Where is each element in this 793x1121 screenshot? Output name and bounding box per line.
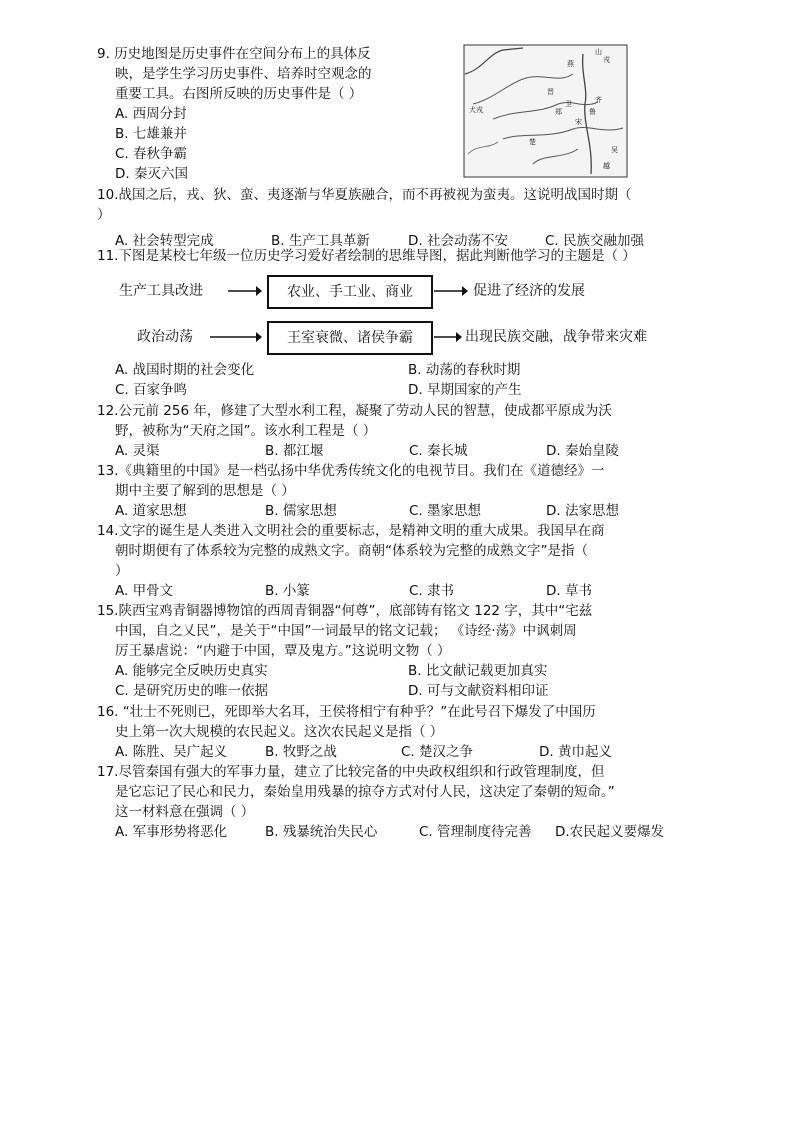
question-15-line-1: 15.陕西宝鸡青铜器博物馆的西周青铜器“何尊”，底部铸有铭文 122 字，其中“宅兹 (97, 603, 593, 619)
question-15-option-b[interactable]: B. 比文献记载更加真实 (408, 663, 548, 679)
question-9-option-c[interactable]: C. 春秋争霸 (115, 146, 188, 162)
mind-map-row2-left: 政治动荡 (137, 329, 193, 345)
question-10-option-c[interactable]: C. 民族交融加强 (545, 233, 645, 249)
question-11 (97, 246, 697, 266)
arrow-icon (228, 285, 262, 297)
question-15 (97, 601, 697, 701)
question-17-line-2: 是它忘记了民心和民力，秦始皇用残暴的掠夺方式对付人民，这决定了秦朝的短命。” (115, 784, 615, 800)
map-label-9: 吴 (611, 146, 618, 154)
question-15-option-d[interactable]: D. 可与文献资料相印证 (408, 683, 549, 699)
arrow-icon (434, 331, 462, 343)
question-17-option-b[interactable]: B. 残暴统治失民心 (265, 824, 378, 840)
mind-map-diagram (97, 272, 697, 358)
question-13-option-c[interactable]: C. 墨家思想 (409, 503, 482, 519)
question-14-option-a[interactable]: A. 甲骨文 (115, 583, 174, 599)
question-12 (97, 401, 697, 461)
question-9-option-d[interactable]: D. 秦灭六国 (115, 166, 188, 182)
question-13 (97, 461, 697, 521)
historical-map-image (463, 44, 628, 178)
question-12-option-d[interactable]: D. 秦始皇陵 (546, 443, 619, 459)
question-13-option-a[interactable]: A. 道家思想 (115, 503, 187, 519)
question-15-option-c[interactable]: C. 是研究历史的唯一依据 (115, 683, 269, 699)
map-label-8: 楚 (529, 138, 536, 146)
map-label-7: 宋 (575, 118, 582, 126)
question-17 (97, 762, 697, 842)
question-13-line-1: 13.《典籍里的中国》是一档弘扬中华优秀传统文化的电视节目。我们在《道德经》一 (97, 463, 605, 479)
question-13-option-d[interactable]: D. 法家思想 (546, 503, 619, 519)
question-14-option-b[interactable]: B. 小篆 (265, 583, 310, 599)
map-label-12: 卫 (565, 100, 572, 108)
map-label-3: 燕 (567, 60, 574, 68)
question-10-line-1: 10.战国之后，戎、狄、蛮、夷逐渐与华夏族融合，而不再被视为蛮夷。这说明战国时期（ (97, 187, 632, 203)
question-14-option-d[interactable]: D. 草书 (546, 583, 592, 599)
question-10-option-d[interactable]: D. 社会动荡不安 (408, 233, 508, 249)
question-9-option-a[interactable]: A. 西周分封 (115, 106, 187, 122)
question-16-line-2: 史上第一次大规模的农民起义。这次农民起义是指（ ） (115, 724, 444, 740)
mind-map-row1-left: 生产工具改进 (119, 283, 203, 299)
question-11-option-d[interactable]: D. 早期国家的产生 (408, 382, 522, 398)
map-label-5: 齐 (595, 96, 602, 104)
question-12-option-b[interactable]: B. 都江堰 (265, 443, 324, 459)
question-14-line-2: 朝时期便有了体系较为完整的成熟文字。商朝“体系较为完整的成熟文字”是指（ (115, 543, 588, 559)
question-15-option-a[interactable]: A. 能够完全反映历史真实 (115, 663, 268, 679)
map-label-11: 郑 (555, 108, 562, 116)
question-17-line-1: 17.尽管秦国有强大的军事力量，建立了比较完备的中央政权组织和行政管理制度，但 (97, 764, 605, 780)
map-label-10: 越 (603, 162, 610, 170)
question-16-option-a[interactable]: A. 陈胜、吴广起义 (115, 744, 228, 760)
question-14-option-c[interactable]: C. 隶书 (409, 583, 455, 599)
question-17-option-c[interactable]: C. 管理制度待完善 (419, 824, 532, 840)
question-14-line-1: 14.文字的诞生是人类进入文明社会的重要标志，是精神文明的重大成果。我国早在商 (97, 523, 605, 539)
map-label-1: 山 (595, 48, 602, 56)
question-17-option-d[interactable]: D.农民起义要爆发 (555, 824, 665, 840)
historical-map (463, 44, 628, 178)
question-13-line-2: 期中主要了解到的思想是（ ） (115, 483, 295, 499)
question-10-option-a[interactable]: A. 社会转型完成 (115, 233, 214, 249)
question-14 (97, 521, 697, 601)
question-16-option-c[interactable]: C. 楚汉之争 (401, 744, 474, 760)
map-label-13: 鲁 (589, 108, 596, 116)
question-9-line-3: 重要工具。右图所反映的历史事件是（ ） (115, 86, 363, 102)
question-9-line-2: 映，是学生学习历史事件、培养时空观念的 (115, 66, 372, 82)
question-16-option-d[interactable]: D. 黄巾起义 (539, 744, 612, 760)
arrow-icon (210, 331, 262, 343)
question-9-line-1: 9. 历史地图是历史事件在空间分布上的具体反 (97, 46, 371, 62)
question-12-line-1: 12.公元前 256 年，修建了大型水利工程，凝聚了劳动人民的智慧，使成都平原成为沃 (97, 403, 612, 419)
question-10-line-2: ） (97, 207, 111, 223)
question-15-line-2: 中国，自之乂民”，是关于“中国”一词最早的铭文记载； 《诗经·荡》中讽刺周 (115, 623, 577, 639)
question-11-options (97, 360, 697, 400)
question-10-option-b[interactable]: B. 生产工具革新 (271, 233, 370, 249)
mind-map-row1-box: 农业、手工业、商业 (267, 275, 433, 309)
arrow-icon (434, 285, 468, 297)
question-13-option-b[interactable]: B. 儒家思想 (265, 503, 337, 519)
question-11-option-b[interactable]: B. 动荡的春秋时期 (408, 362, 521, 378)
question-11-option-a[interactable]: A. 战国时期的社会变化 (115, 362, 255, 378)
map-label-6: 犬戎 (469, 106, 483, 114)
map-label-2: 戎 (603, 56, 610, 64)
question-10 (97, 185, 697, 251)
question-11-option-c[interactable]: C. 百家争鸣 (115, 382, 188, 398)
question-11-stem: 11.下图是某校七年级一位历史学习爱好者绘制的思维导图，据此判断他学习的主题是（ ） (97, 248, 636, 264)
question-16-line-1: 16. “壮士不死则已，死即举大名耳，王侯将相宁有种乎？”在此号召下爆发了中国历 (97, 704, 596, 720)
mind-map-row1-right: 促进了经济的发展 (473, 283, 585, 299)
question-16 (97, 702, 697, 762)
question-17-option-a[interactable]: A. 军事形势将恶化 (115, 824, 228, 840)
mind-map-row2-right: 出现民族交融，战争带来灾难 (465, 329, 647, 345)
question-12-option-c[interactable]: C. 秦长城 (409, 443, 468, 459)
map-label-4: 晋 (547, 88, 554, 96)
question-17-line-3: 这一材料意在强调（ ） (115, 804, 255, 820)
question-12-line-2: 野，被称为“天府之国”。该水利工程是（ ） (115, 423, 377, 439)
question-9-option-b[interactable]: B. 七雄兼并 (115, 126, 187, 142)
mind-map-row2-box: 王室衰微、诸侯争霸 (267, 321, 433, 355)
question-15-line-3: 厉王暴虐说：“内避于中国，覃及鬼方。”这说明文物（ ） (115, 643, 451, 659)
question-16-option-b[interactable]: B. 牧野之战 (265, 744, 337, 760)
question-14-line-3: ） (115, 563, 129, 579)
question-12-option-a[interactable]: A. 灵渠 (115, 443, 160, 459)
